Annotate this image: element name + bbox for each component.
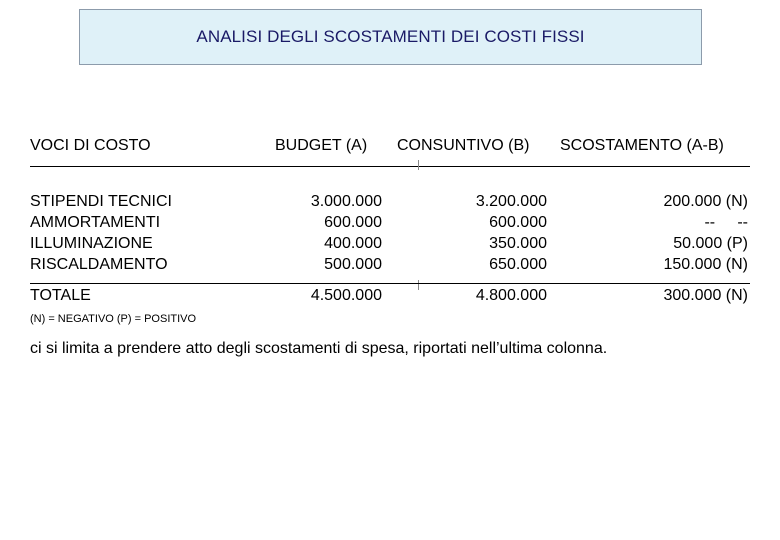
row-label-ammortamenti: AMMORTAMENTI: [30, 214, 161, 231]
legend-text: (N) = NEGATIVO (P) = POSITIVO: [30, 313, 197, 325]
header-consuntivo: CONSUNTIVO (B): [397, 137, 530, 154]
column-divider-bottom: [418, 280, 419, 290]
row-budget-riscaldamento: 500.000: [324, 256, 382, 273]
title-box: [79, 9, 702, 65]
note-text: ci si limita a prendere atto degli scostamenti di spesa, riportati nell’ultima colonna.: [30, 340, 608, 357]
total-scostamento: 300.000 (N): [663, 287, 748, 304]
row-budget-illuminazione: 400.000: [324, 235, 382, 252]
header-rule: [30, 166, 750, 167]
row-consuntivo-illuminazione: 350.000: [489, 235, 547, 252]
row-consuntivo-riscaldamento: 650.000: [489, 256, 547, 273]
row-consuntivo-ammortamenti: 600.000: [489, 214, 547, 231]
total-consuntivo: 4.800.000: [475, 287, 547, 304]
row-scostamento-stipendi: 200.000 (N): [663, 193, 748, 210]
header-budget: BUDGET (A): [275, 137, 368, 154]
header-scostamento: SCOSTAMENTO (A-B): [560, 137, 724, 154]
row-label-stipendi: STIPENDI TECNICI: [30, 193, 172, 210]
total-rule: [30, 283, 750, 284]
total-budget: 4.500.000: [310, 287, 382, 304]
row-consuntivo-stipendi: 3.200.000: [475, 193, 547, 210]
row-scostamento-riscaldamento: 150.000 (N): [663, 256, 748, 273]
page-title: ANALISI DEGLI SCOSTAMENTI DEI COSTI FISSI: [196, 27, 585, 46]
row-label-riscaldamento: RISCALDAMENTO: [30, 256, 168, 273]
header-voci-di-costo: VOCI DI COSTO: [30, 137, 151, 154]
row-budget-ammortamenti: 600.000: [324, 214, 382, 231]
row-label-illuminazione: ILLUMINAZIONE: [30, 235, 153, 252]
total-label: TOTALE: [30, 287, 91, 304]
row-budget-stipendi: 3.000.000: [310, 193, 382, 210]
column-divider-top: [418, 160, 419, 170]
row-scostamento-illuminazione: 50.000 (P): [673, 235, 748, 252]
row-scostamento-ammortamenti: -- --: [704, 214, 748, 231]
